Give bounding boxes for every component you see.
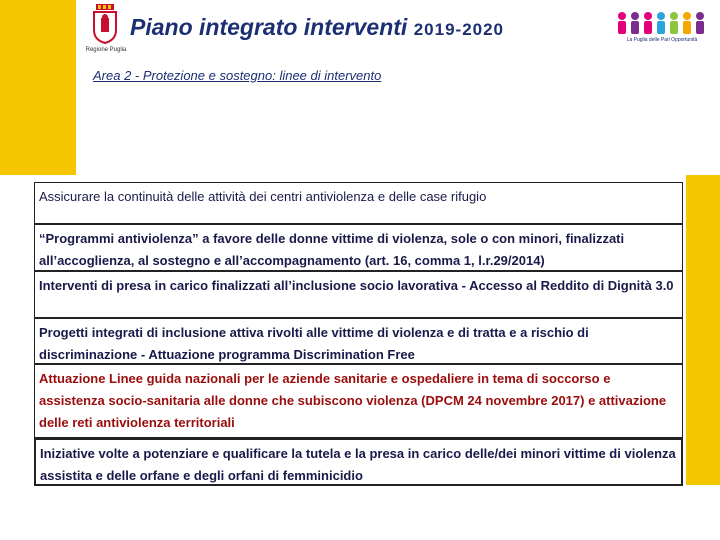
regione-puglia-logo: [80, 4, 128, 58]
item-text: Iniziative volte a potenziare e qualificare la tutela e la presa in carico delle/dei minori vittime di violenza assistita e delle orfane e degli orfani di femminicidio: [40, 446, 676, 483]
region-crest-icon: [92, 4, 118, 44]
title-text: Piano integrato interventi: [130, 14, 408, 40]
right-accent-bar: [686, 175, 720, 485]
item-text: Attuazione Linee guida nazionali per le aziende sanitarie e ospedaliere in tema di soccorso e assistenza socio-sanitaria alle donne che subiscono violenza (DPCM 24 novembre 2017) e attivazione delle reti antiviolenza territoriali: [39, 371, 667, 430]
list-item: [34, 364, 683, 438]
list-item: [34, 438, 683, 486]
item-text: Assicurare la continuità delle attività dei centri antiviolenza e delle case rifugio: [39, 189, 487, 204]
people-icon: [614, 10, 710, 36]
list-item: [34, 224, 683, 271]
list-item: [34, 182, 683, 224]
section-subtitle: Area 2 - Protezione e sostegno: linee di intervento: [93, 68, 382, 83]
list-item: [34, 271, 683, 318]
pari-opportunita-logo: [614, 10, 710, 44]
item-text: “Programmi antiviolenza” a favore delle donne vittime di violenza, sole o con minori, finalizzati all’accoglienza, al sostegno e all’accompagnamento (art. 16, comma 1, l.r.29/2014): [39, 231, 625, 268]
list-item: [34, 318, 683, 364]
right-logo-label: La Puglia delle Pari Opportunità: [626, 37, 698, 43]
item-text: Progetti integrati di inclusione attiva rivolti alle vittime di violenza e di tratta e a rischio di discriminazione - Attuazione programma Discrimination Free: [39, 325, 589, 362]
left-accent-bar: [0, 0, 76, 175]
item-text: Interventi di presa in carico finalizzati all’inclusione socio lavorativa - Accesso al Reddito di Dignità 3.0: [39, 278, 674, 293]
page-title: [130, 14, 504, 41]
title-years: 2019-2020: [413, 20, 505, 39]
region-logo-label: Regione Puglia: [85, 47, 127, 53]
